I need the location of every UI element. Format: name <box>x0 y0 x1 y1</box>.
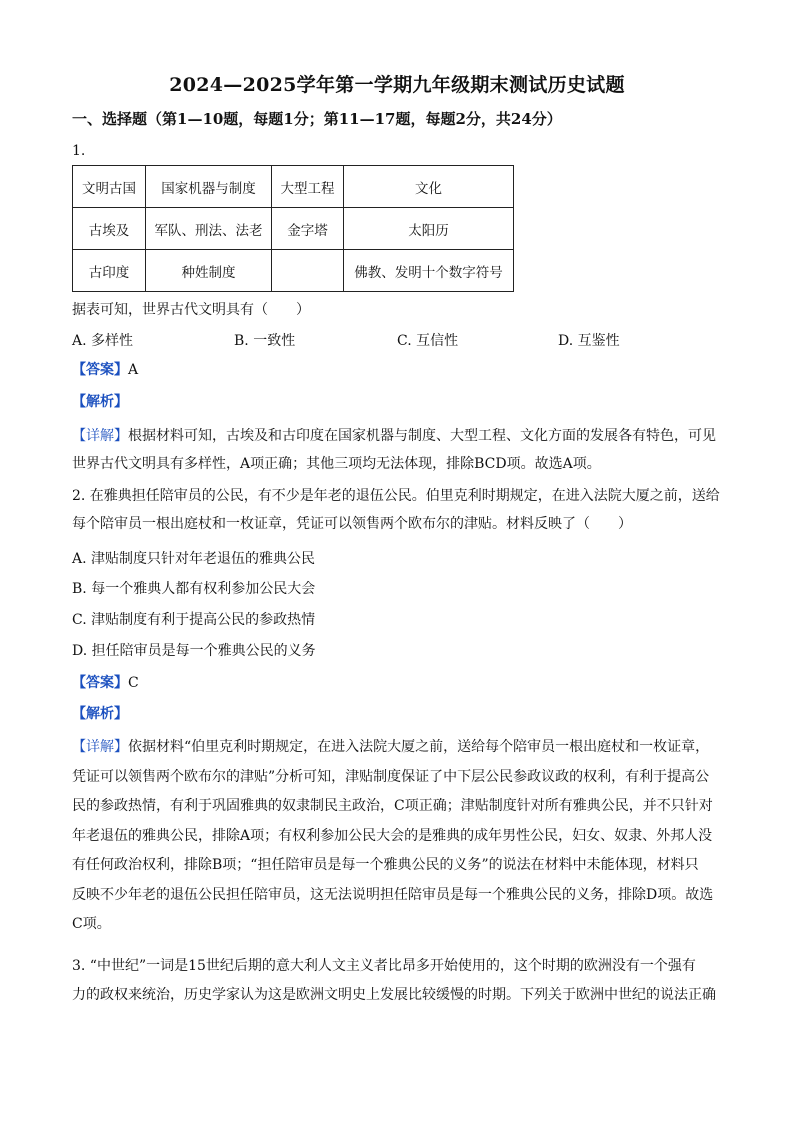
stem-line: 2. 在雅典担任陪审员的公民，有不少是年老的退伍公民。伯里克利时期规定，在进入法院大厦之前，送给 <box>72 488 720 504</box>
answer-label: 【答案】 <box>72 362 128 378</box>
detail-line: 世界古代文明具有多样性，A项正确；其他三项均无法体现，排除BCD项。故选A项。 <box>72 456 601 472</box>
question-1-number: 1. <box>72 143 86 159</box>
table-cell: 古印度 <box>73 250 146 292</box>
question-2-option-b: B. 每一个雅典人都有权利参加公民大会 <box>72 581 316 597</box>
stem-line: 3. “中世纪”一词是15世纪后期的意大利人文主义者比昂多开始使用的，这个时期的欧洲没有一个强有 <box>72 958 696 974</box>
question-2-option-d: D. 担任陪审员是每一个雅典公民的义务 <box>72 643 316 659</box>
table-cell: 文化 <box>344 166 514 208</box>
question-1-stem: 据表可知，世界古代文明具有（ ） <box>72 302 310 318</box>
table-cell: 金字塔 <box>272 208 344 250</box>
question-1-detail <box>72 422 722 478</box>
detail-line: 依据材料“伯里克利时期规定，在进入法院大厦之前，送给每个陪审员一根出庭杖和一枚证章， <box>128 739 710 755</box>
question-2-analysis-label <box>72 704 724 724</box>
table-cell: 佛教、发明十个数字符号 <box>344 250 514 292</box>
question-2-option-a: A. 津贴制度只针对年老退伍的雅典公民 <box>72 551 316 567</box>
detail-line: 反映不少年老的退伍公民担任陪审员，这无法说明担任陪审员是每一个雅典公民的义务，排除D项。故选 <box>72 886 714 903</box>
section-heading: 一、选择题（第1—10题，每题1分；第11—17题，每题2分，共24分） <box>72 110 562 128</box>
analysis-label: 【解析】 <box>72 706 128 722</box>
detail-label: 【详解】 <box>72 739 128 755</box>
table-row <box>73 250 514 292</box>
question-1-option-a: A. 多样性 <box>72 333 134 349</box>
detail-line: 民的参政热情，有利于巩固雅典的奴隶制民主政治，C项正确；津贴制度针对所有雅典公民，并不只针对 <box>72 798 713 814</box>
detail-label: 【详解】 <box>72 428 128 444</box>
table-cell <box>272 250 344 292</box>
question-2-detail <box>72 733 722 940</box>
table-cell: 军队、刑法、法老 <box>146 208 272 250</box>
civilization-table <box>72 165 514 292</box>
question-1-analysis-label <box>72 392 724 412</box>
detail-line: 凭证可以领售两个欧布尔的津贴”分析可知，津贴制度保证了中下层公民参政议政的权利，有利于提高公 <box>72 768 710 785</box>
question-1-option-b: B. 一致性 <box>234 333 296 349</box>
answer-value: C <box>128 675 139 691</box>
table-row <box>73 166 514 208</box>
table-row <box>73 208 514 250</box>
answer-label: 【答案】 <box>72 675 128 691</box>
question-1-option-d: D. 互鉴性 <box>558 333 620 349</box>
table-cell: 种姓制度 <box>146 250 272 292</box>
table-cell: 太阳历 <box>344 208 514 250</box>
stem-line: 力的政权来统治，历史学家认为这是欧洲文明史上发展比较缓慢的时期。下列关于欧洲中世纪的说法正确 <box>72 987 716 1003</box>
detail-line: C项。 <box>72 916 111 932</box>
analysis-label: 【解析】 <box>72 394 128 410</box>
table-cell: 文明古国 <box>73 166 146 208</box>
question-2-answer <box>72 673 724 693</box>
question-2-option-c: C. 津贴制度有利于提高公民的参政热情 <box>72 612 316 628</box>
table-cell: 大型工程 <box>272 166 344 208</box>
table-cell: 古埃及 <box>73 208 146 250</box>
detail-line: 有任何政治权利，排除B项；“担任陪审员是每一个雅典公民的义务”的说法在材料中未能体现，材料只 <box>72 857 699 873</box>
detail-line: 年老退伍的雅典公民，排除A项；有权利参加公民大会的是雅典的成年男性公民，妇女、奴隶、外邦人没 <box>72 827 713 844</box>
stem-line: 每个陪审员一根出庭杖和一枚证章，凭证可以领售两个欧布尔的津贴。材料反映了（ ） <box>72 516 632 532</box>
question-1-option-c: C. 互信性 <box>397 333 459 349</box>
table-cell: 国家机器与制度 <box>146 166 272 208</box>
question-1-answer <box>72 360 724 380</box>
question-2-stem <box>72 482 722 538</box>
page-title: 2024—2025学年第一学期九年级期末测试历史试题 <box>169 74 625 96</box>
question-3-stem <box>72 952 722 1010</box>
answer-value: A <box>128 362 139 378</box>
detail-line: 根据材料可知，古埃及和古印度在国家机器与制度、大型工程、文化方面的发展各有特色，可见 <box>128 428 716 444</box>
